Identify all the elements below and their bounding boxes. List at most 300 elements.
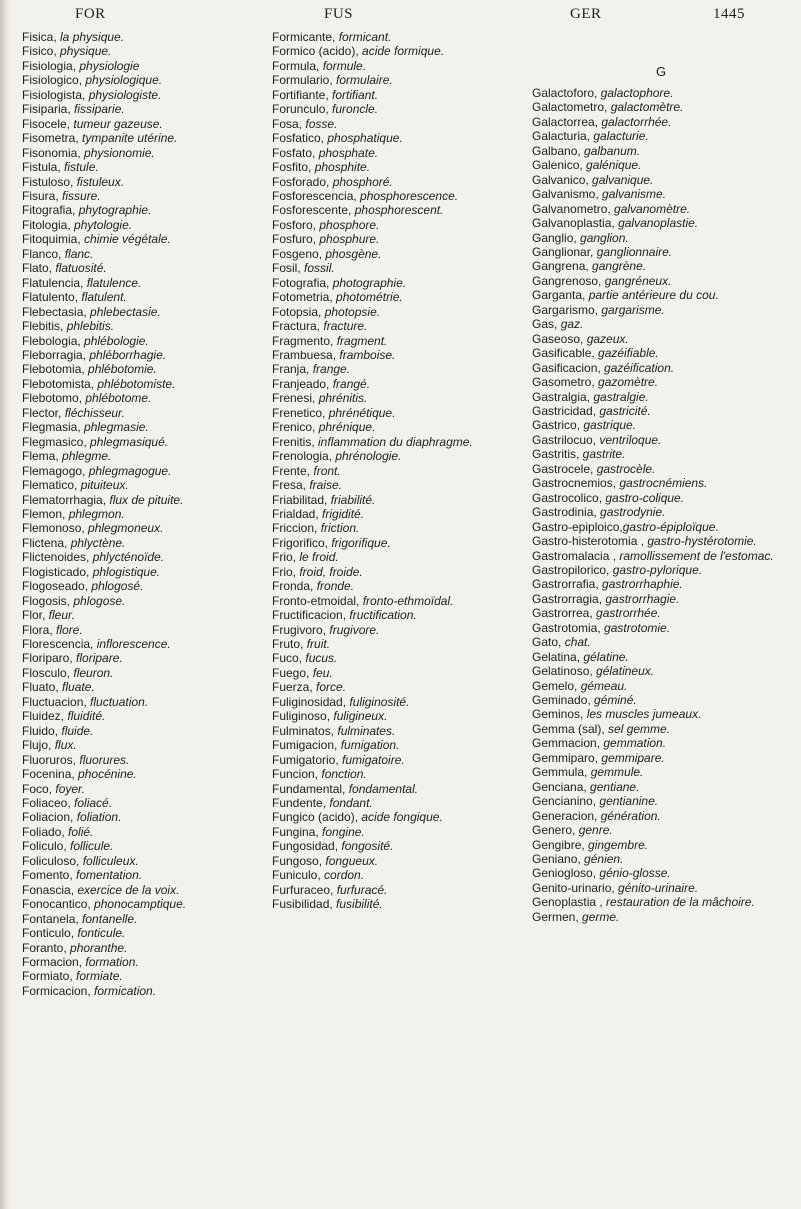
dictionary-entry [272, 175, 524, 189]
dictionary-entry [272, 666, 524, 680]
entry-term: Galactometro, [532, 100, 611, 115]
entry-column-3 [532, 86, 784, 924]
dictionary-entry [272, 565, 524, 579]
entry-term: Fungosidad, [272, 839, 342, 854]
entry-term: Gaseoso, [532, 331, 587, 346]
dictionary-entry [22, 319, 274, 333]
dictionary-entry [22, 709, 274, 723]
dictionary-entry [272, 160, 524, 174]
entry-translation: photopsie. [324, 304, 381, 319]
entry-translation: phlogose. [73, 593, 126, 608]
entry-term: Friabilitad, [272, 492, 331, 507]
entry-term: Genero, [532, 823, 579, 838]
entry-term: Galenico, [532, 158, 587, 173]
entry-translation: furoncle. [332, 102, 379, 117]
entry-term: Fisonomia, [22, 145, 85, 160]
entry-term: Frugivoro, [272, 622, 330, 637]
entry-term: Fuliginoso, [272, 709, 334, 724]
entry-term: Flebotomo, [22, 391, 86, 406]
entry-translation: galvanomètre. [614, 201, 691, 216]
entry-translation: restauration de la mâchoire. [606, 895, 755, 910]
dictionary-entry [272, 753, 524, 767]
entry-term: Flatulento, [22, 290, 82, 305]
dictionary-entry [272, 218, 524, 232]
entry-translation: gentianine. [599, 794, 659, 809]
dictionary-entry [272, 738, 524, 752]
dictionary-entry [272, 449, 524, 463]
entry-term: Flebotomista, [22, 376, 98, 391]
entry-translation: galactorrhée. [601, 114, 672, 129]
entry-translation: friabilité. [330, 492, 376, 507]
dictionary-entry [22, 507, 274, 521]
entry-translation: fongine. [322, 824, 365, 839]
dictionary-entry [532, 303, 784, 317]
entry-translation: gastrodynie. [600, 505, 666, 520]
entry-translation: formule. [322, 58, 367, 73]
entry-translation: flatulence. [86, 275, 142, 290]
entry-translation: phosphorescent. [354, 203, 444, 218]
dictionary-entry [22, 623, 274, 637]
entry-translation: fissiparie. [74, 102, 125, 117]
entry-translation: fomentation. [76, 868, 143, 883]
entry-translation: fragment. [336, 333, 388, 348]
entry-translation: phlebitis. [66, 319, 115, 334]
dictionary-entry [22, 724, 274, 738]
entry-term: Fluoruros, [22, 752, 80, 767]
dictionary-entry [532, 881, 784, 895]
entry-term: Galacturia, [532, 129, 594, 144]
entry-term: Fragmento, [272, 333, 337, 348]
entry-translation: flatuosité. [55, 261, 107, 276]
entry-translation: gemmule. [590, 765, 644, 780]
entry-term: Fotometria, [272, 290, 337, 305]
dictionary-entry [272, 189, 524, 203]
entry-term: Generacion, [532, 808, 601, 823]
entry-translation: fongosité. [341, 839, 394, 854]
entry-translation: gastrorrhagie. [605, 591, 680, 606]
entry-term: Galactoforo, [532, 86, 601, 100]
entry-term: Gastrorrafia, [532, 577, 603, 592]
entry-term: Flosculo, [22, 665, 74, 680]
dictionary-entry [22, 767, 274, 781]
entry-term: Foco, [22, 781, 56, 796]
dictionary-entry [22, 666, 274, 680]
entry-term: Fronda, [272, 579, 317, 594]
entry-translation: fondant. [329, 796, 373, 811]
entry-translation: foliacé. [74, 796, 113, 811]
entry-translation: phlébotomie. [88, 362, 157, 377]
entry-term: Fronto-etmoidal, [272, 593, 363, 608]
entry-term: Foliculoso, [22, 853, 83, 868]
entry-term: Galvanoplastia, [532, 216, 619, 231]
entry-term: Ganglio, [532, 230, 581, 245]
dictionary-entry [532, 635, 784, 649]
entry-term: Fisico, [22, 44, 61, 59]
entry-translation: physiologiste. [88, 87, 162, 102]
entry-translation: flux. [54, 738, 77, 753]
entry-term: Formico (acido), [272, 44, 363, 59]
entry-term: Forunculo, [272, 102, 333, 117]
dictionary-entry [22, 868, 274, 882]
entry-term: Gemmacion, [532, 736, 604, 751]
dictionary-entry [532, 549, 784, 563]
entry-translation: fossil. [304, 261, 335, 276]
dictionary-entry [22, 88, 274, 102]
entry-term: Geminado, [532, 693, 595, 708]
dictionary-entry [532, 173, 784, 187]
dictionary-entry [272, 44, 524, 58]
dictionary-entry [22, 59, 274, 73]
entry-term: Fisiologia, [22, 58, 80, 73]
entry-term: Foliculo, [22, 839, 71, 854]
entry-term: Frente, [272, 463, 314, 478]
dictionary-entry [22, 73, 274, 87]
entry-term: Fleborragia, [22, 347, 90, 362]
entry-translation: inflorescence. [96, 637, 171, 652]
entry-term: Fresa, [272, 478, 310, 493]
entry-translation: gingembre. [588, 837, 649, 852]
dictionary-entry [532, 707, 784, 721]
entry-translation: tumeur gazeuse. [73, 116, 163, 131]
dictionary-entry [532, 231, 784, 245]
dictionary-entry [22, 608, 274, 622]
entry-term: Frenologia, [272, 449, 336, 464]
entry-translation: ganglionnaire. [596, 244, 673, 259]
dictionary-entry [532, 390, 784, 404]
dictionary-entry [532, 693, 784, 707]
dictionary-entry [22, 969, 274, 983]
entry-translation: phlegmasiqué. [90, 434, 169, 449]
entry-translation: gastro-pylorique. [612, 562, 703, 577]
entry-term: Flebitis, [22, 319, 67, 334]
entry-translation: phlegmasie. [84, 420, 149, 435]
entry-term: Gastrilocuo, [532, 432, 600, 447]
entry-translation: flatulent. [81, 290, 127, 305]
dictionary-entry [272, 276, 524, 290]
dictionary-entry [22, 290, 274, 304]
entry-translation: gastrocèle. [596, 461, 656, 476]
entry-translation: physique. [60, 44, 112, 59]
dictionary-entry [272, 406, 524, 420]
entry-translation: acide fongique. [361, 810, 443, 825]
entry-translation: fusibilité. [336, 897, 383, 912]
entry-term: Frio, [272, 550, 300, 565]
dictionary-entry [532, 794, 784, 808]
entry-term: Gastrocele, [532, 461, 597, 476]
dictionary-entry [22, 175, 274, 189]
dictionary-entry [272, 825, 524, 839]
entry-translation: phosgène. [325, 246, 382, 261]
entry-term: Flematico, [22, 478, 81, 493]
entry-term: Fluato, [22, 680, 63, 695]
entry-term: Flanco, [22, 246, 65, 261]
entry-translation: gastrorrhaphie. [602, 577, 683, 592]
entry-term: Gargarismo, [532, 302, 602, 317]
dictionary-entry [22, 276, 274, 290]
dictionary-entry [22, 247, 274, 261]
entry-term: Fontanela, [22, 911, 83, 926]
running-header [0, 6, 801, 26]
dictionary-entry [22, 796, 274, 810]
entry-translation: phosphatique. [327, 131, 403, 146]
entry-translation: sel gemme. [608, 721, 671, 736]
entry-translation: inflammation du diaphragme. [318, 434, 473, 449]
entry-term: Florescencia, [22, 637, 97, 652]
dictionary-entry [22, 565, 274, 579]
dictionary-entry [22, 854, 274, 868]
entry-translation: gangrène. [592, 259, 647, 274]
entry-translation: friction. [320, 521, 360, 536]
entry-term: Galvanometro, [532, 201, 615, 216]
dictionary-entry [532, 100, 784, 114]
entry-translation: galacturie. [593, 129, 649, 144]
dictionary-entry [532, 621, 784, 635]
entry-translation: phlébotomiste. [97, 376, 176, 391]
entry-term: Flegmasico, [22, 434, 91, 449]
entry-translation: fluide. [61, 723, 94, 738]
dictionary-entry [272, 810, 524, 824]
entry-translation: phlycténoïde. [92, 550, 165, 565]
entry-translation: pituiteux. [80, 478, 129, 493]
entry-translation: ramollissement de l'estomac. [619, 548, 774, 563]
dictionary-entry [532, 664, 784, 678]
entry-term: Gangrenoso, [532, 273, 605, 288]
entry-translation: phlyctène. [70, 535, 126, 550]
dictionary-entry [272, 521, 524, 535]
dictionary-entry [22, 218, 274, 232]
dictionary-entry [532, 809, 784, 823]
entry-translation: genre. [578, 823, 613, 838]
entry-term: Gasificable, [532, 346, 599, 361]
entry-translation: gazéification. [604, 360, 675, 375]
entry-translation: génération. [600, 808, 661, 823]
entry-term: Gastropilorico, [532, 562, 613, 577]
header-right-guide-word: GER [570, 6, 602, 22]
entry-translation: le froid. [299, 550, 339, 565]
dictionary-entry [532, 462, 784, 476]
entry-term: Gastrorrea, [532, 606, 597, 621]
entry-term: Flemonoso, [22, 521, 89, 536]
entry-translation: cordon. [324, 868, 365, 883]
dictionary-entry [272, 651, 524, 665]
dictionary-entry [22, 449, 274, 463]
entry-translation: gastrocnémiens. [619, 476, 708, 491]
dictionary-entry [22, 926, 274, 940]
entry-term: Gemelo, [532, 678, 581, 693]
dictionary-entry [22, 579, 274, 593]
entry-term: Fisocele, [22, 116, 74, 131]
entry-translation: formulaire. [336, 73, 393, 88]
entry-translation: ganglion. [580, 230, 629, 245]
entry-term: Fundente, [272, 796, 330, 811]
entry-translation: phlébologie. [84, 333, 149, 348]
dictionary-entry [22, 536, 274, 550]
entry-term: Fosforescente, [272, 203, 355, 218]
dictionary-entry [22, 478, 274, 492]
entry-term: Gastrorragia, [532, 591, 606, 606]
entry-term: Fitoquimia, [22, 232, 85, 247]
entry-term: Frenico, [272, 420, 319, 435]
dictionary-entry [532, 476, 784, 490]
dictionary-entry [532, 650, 784, 664]
dictionary-entry [22, 738, 274, 752]
entry-term: Gastrodinia, [532, 505, 601, 520]
entry-translation: galénique. [586, 158, 642, 173]
dictionary-entry [272, 319, 524, 333]
entry-translation: foliation. [76, 810, 122, 825]
header-left-guide-word: FOR [75, 6, 106, 22]
entry-translation: formication. [94, 983, 157, 998]
dictionary-entry [532, 187, 784, 201]
entry-translation: galvanique. [592, 172, 654, 187]
entry-translation: gémeau. [580, 678, 628, 693]
dictionary-entry [22, 189, 274, 203]
entry-term: Fungoso, [272, 853, 326, 868]
entry-translation: fucus. [305, 651, 338, 666]
entry-term: Fuego, [272, 665, 313, 680]
entry-term: Flictenoides, [22, 550, 93, 565]
dictionary-entry [22, 941, 274, 955]
entry-translation: gastrorrhée. [596, 606, 661, 621]
dictionary-entry [22, 131, 274, 145]
dictionary-entry [22, 883, 274, 897]
entry-translation: phrénétique. [328, 405, 396, 420]
dictionary-entry [532, 86, 784, 100]
entry-translation: gazeux. [586, 331, 629, 346]
dictionary-entry [22, 232, 274, 246]
dictionary-entry [22, 825, 274, 839]
entry-term: Flogisticado, [22, 564, 93, 579]
entry-translation: formicant. [338, 30, 392, 44]
dictionary-entry [22, 102, 274, 116]
entry-translation: frigorifique. [331, 535, 391, 550]
dictionary-entry [532, 115, 784, 129]
entry-translation: gélatine. [583, 649, 629, 664]
dictionary-entry [272, 680, 524, 694]
entry-term: Gelatina, [532, 649, 584, 664]
entry-translation: phléborrhagie. [89, 347, 167, 362]
entry-translation: galbanum. [584, 143, 641, 158]
dictionary-entry [532, 404, 784, 418]
dictionary-entry [532, 202, 784, 216]
entry-translation: flore. [56, 622, 83, 637]
entry-term: Funiculo, [272, 868, 325, 883]
entry-term: Gemmula, [532, 765, 591, 780]
dictionary-entry [22, 695, 274, 709]
entry-term: Funcion, [272, 767, 322, 782]
dictionary-entry [22, 782, 274, 796]
dictionary-entry [532, 129, 784, 143]
dictionary-entry [272, 362, 524, 376]
entry-term: Galvanismo, [532, 187, 603, 202]
dictionary-entry [22, 912, 274, 926]
dictionary-entry [532, 346, 784, 360]
entry-term: Formiato, [22, 969, 77, 984]
dictionary-entry [532, 332, 784, 346]
dictionary-entry [532, 520, 784, 534]
entry-translation: fluate. [62, 680, 95, 695]
entry-translation: fronto-ethmoïdal. [362, 593, 454, 608]
entry-term: Geniogloso, [532, 866, 600, 881]
entry-translation: framboise. [339, 347, 396, 362]
entry-term: Fistula, [22, 160, 65, 175]
entry-translation: chat. [564, 635, 591, 650]
dictionary-entry [272, 102, 524, 116]
entry-term: Fluctuacion, [22, 694, 91, 709]
dictionary-entry [532, 838, 784, 852]
entry-term: Fundamental, [272, 781, 349, 796]
entry-translation: phosphite. [314, 160, 371, 175]
dictionary-entry [532, 288, 784, 302]
dictionary-entry [22, 203, 274, 217]
dictionary-entry [272, 88, 524, 102]
entry-translation: phlegmagogue. [88, 463, 172, 478]
dictionary-entry [22, 897, 274, 911]
entry-term: Geniano, [532, 852, 585, 867]
entry-translation: photométrie. [336, 290, 403, 305]
entry-term: Flujo, [22, 738, 55, 753]
entry-term: Floriparo, [22, 651, 77, 666]
entry-term: Gelatinoso, [532, 664, 597, 679]
entry-term: Genito-urinario, [532, 880, 619, 895]
dictionary-entry [272, 334, 524, 348]
entry-translation: frugivore. [329, 622, 380, 637]
entry-term: Frialdad, [272, 506, 323, 521]
entry-term: Fonocantico, [22, 897, 95, 912]
entry-translation: flux de pituite. [109, 492, 184, 507]
entry-translation: géminé. [594, 693, 637, 708]
entry-term: Flemagogo, [22, 463, 89, 478]
page-binding-edge [0, 0, 10, 1209]
entry-translation: phrénologie. [335, 449, 402, 464]
entry-term: Gastritis, [532, 447, 583, 462]
entry-term: Gastromalacia , [532, 548, 620, 563]
entry-translation: frange. [312, 362, 351, 377]
entry-term: Gastrotomia, [532, 620, 605, 635]
entry-translation: fulminates. [337, 723, 396, 738]
dictionary-entry [532, 679, 784, 693]
entry-term: Germen, [532, 909, 583, 924]
entry-term: Fluido, [22, 723, 62, 738]
entry-translation: fuliginosité. [349, 694, 410, 709]
dictionary-entry [272, 897, 524, 911]
dictionary-entry [272, 623, 524, 637]
entry-translation: phlogosé. [91, 579, 144, 594]
dictionary-entry [272, 550, 524, 564]
entry-term: Flebectasia, [22, 304, 91, 319]
entry-translation: furfuracé. [336, 882, 388, 897]
dictionary-entry [272, 203, 524, 217]
entry-translation: follicule. [70, 839, 114, 854]
entry-translation: phrénitis. [318, 391, 368, 406]
dictionary-entry [272, 883, 524, 897]
dictionary-entry [532, 158, 784, 172]
dictionary-entry [22, 810, 274, 824]
dictionary-entry [532, 418, 784, 432]
entry-term: Gato, [532, 635, 565, 650]
entry-translation: gastro-colique. [605, 490, 685, 505]
dictionary-entry [22, 305, 274, 319]
entry-term: Galbano, [532, 143, 585, 158]
dictionary-entry [22, 30, 274, 44]
dictionary-entry [22, 521, 274, 535]
entry-translation: phonocamptique. [94, 897, 187, 912]
entry-term: Fulminatos, [272, 723, 338, 738]
dictionary-entry [22, 984, 274, 998]
entry-term: Fisometra, [22, 131, 83, 146]
entry-translation: phlogistique. [92, 564, 161, 579]
dictionary-entry [532, 216, 784, 230]
